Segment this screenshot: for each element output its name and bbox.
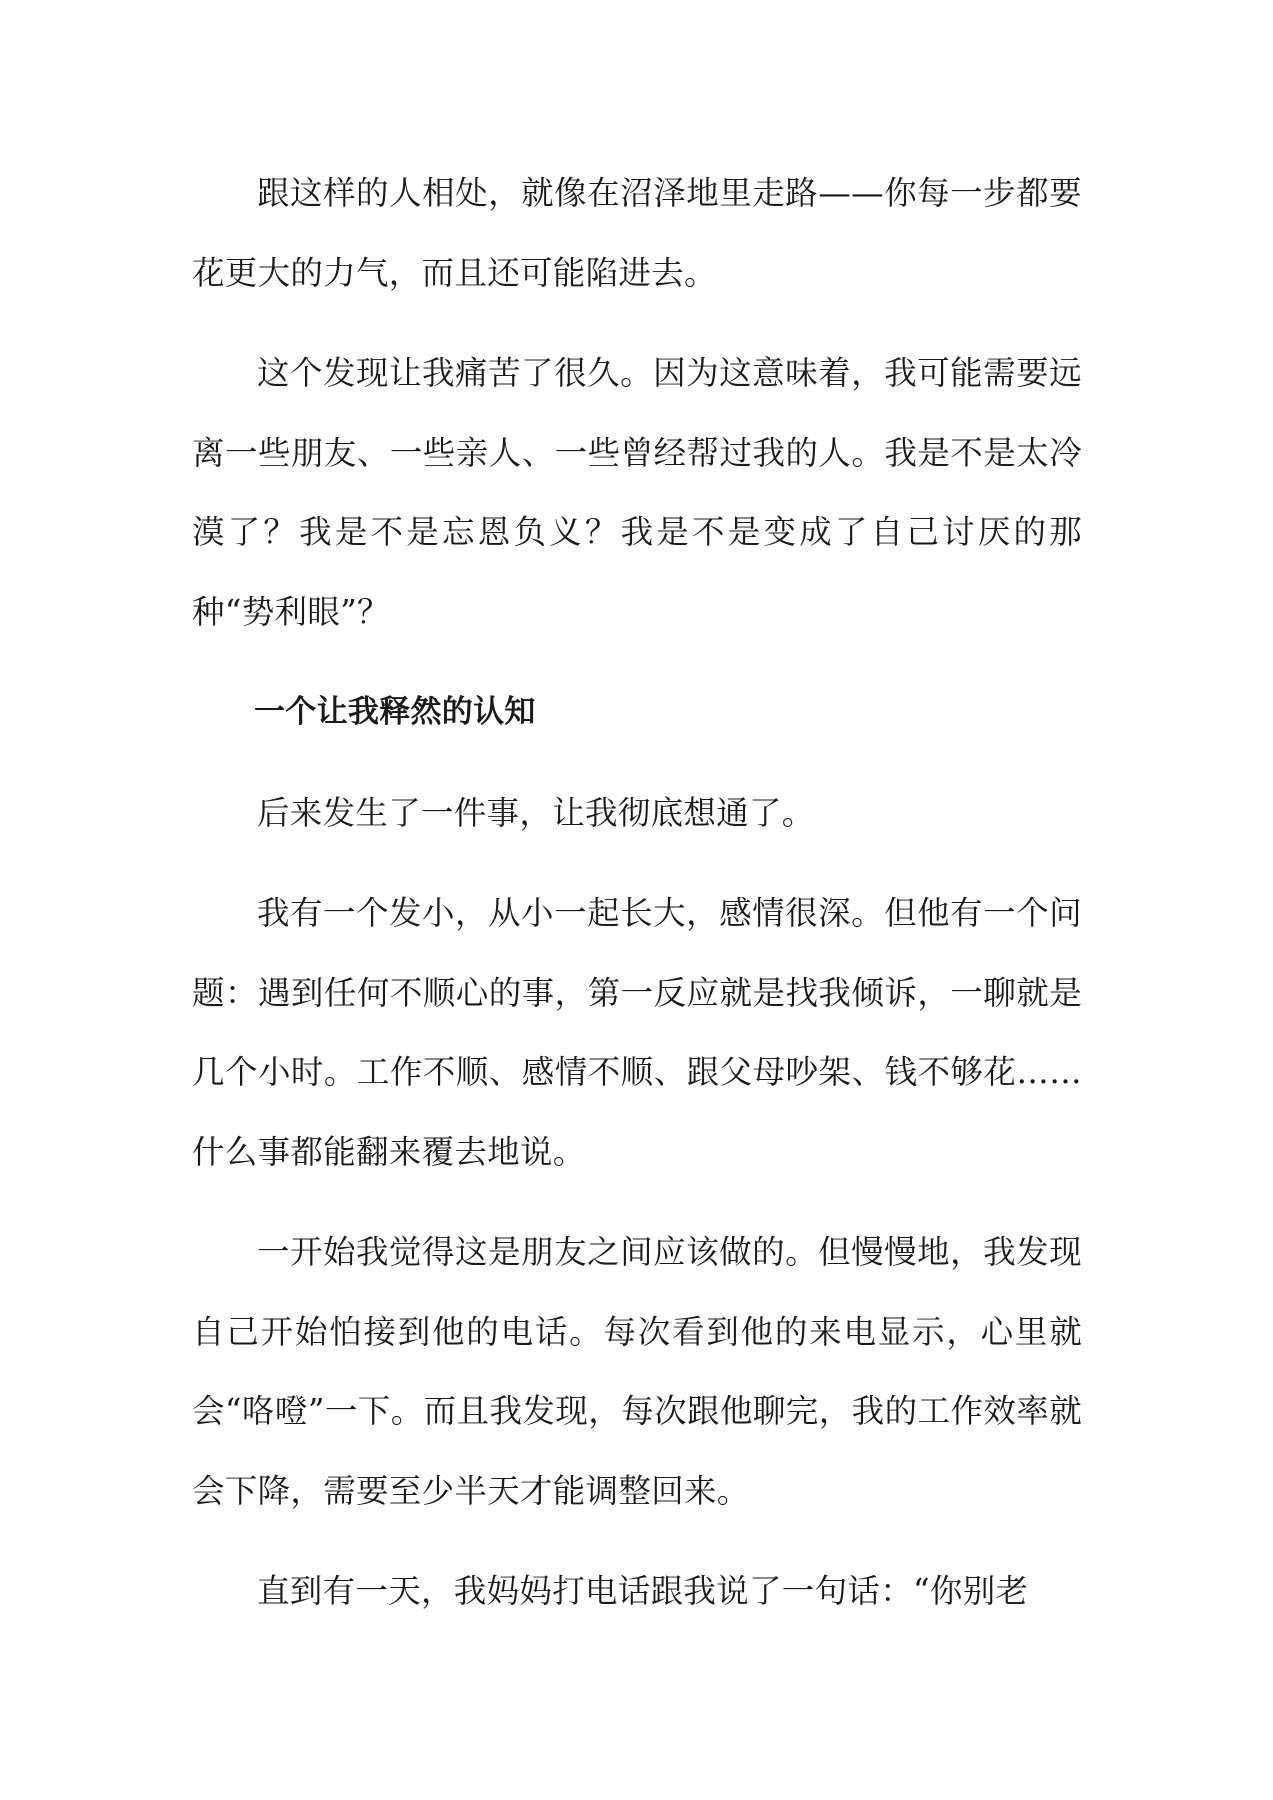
paragraph: 我有一个发小，从小一起长大，感情很深。但他有一个问题：遇到任何不顺心的事，第一反应就是找我倾诉，一聊就是几个小时。工作不顺、感情不顺、跟父母吵架、钱不够花……什么事都能翻来覆去地说。: [192, 894, 1082, 1171]
paragraph: 一开始我觉得这是朋友之间应该做的。但慢慢地，我发现自己开始怕接到他的电话。每次看到他的来电显示，心里就会“咯噔”一下。而且我发现，每次跟他聊完，我的工作效率就会下降，需要至少半天才能调整回来。: [192, 1233, 1082, 1510]
paragraph: 后来发生了一件事，让我彻底想通了。: [257, 793, 815, 832]
section-heading: 一个让我释然的认知: [254, 694, 536, 730]
paragraph: 直到有一天，我妈妈打电话跟我说了一句话：“你别老: [257, 1572, 1029, 1610]
paragraph: 这个发现让我痛苦了很久。因为这意味着，我可能需要远离一些朋友、一些亲人、一些曾经帮过我的人。我是不是太冷漠了？我是不是忘恩负义？我是不是变成了自己讨厌的那种“势利眼”？: [192, 354, 1082, 631]
document-body: [192, 165, 1082, 1664]
paragraph: 跟这样的人相处，就像在沼泽地里走路——你每一步都要花更大的力气，而且还可能陷进去。: [192, 174, 1082, 292]
